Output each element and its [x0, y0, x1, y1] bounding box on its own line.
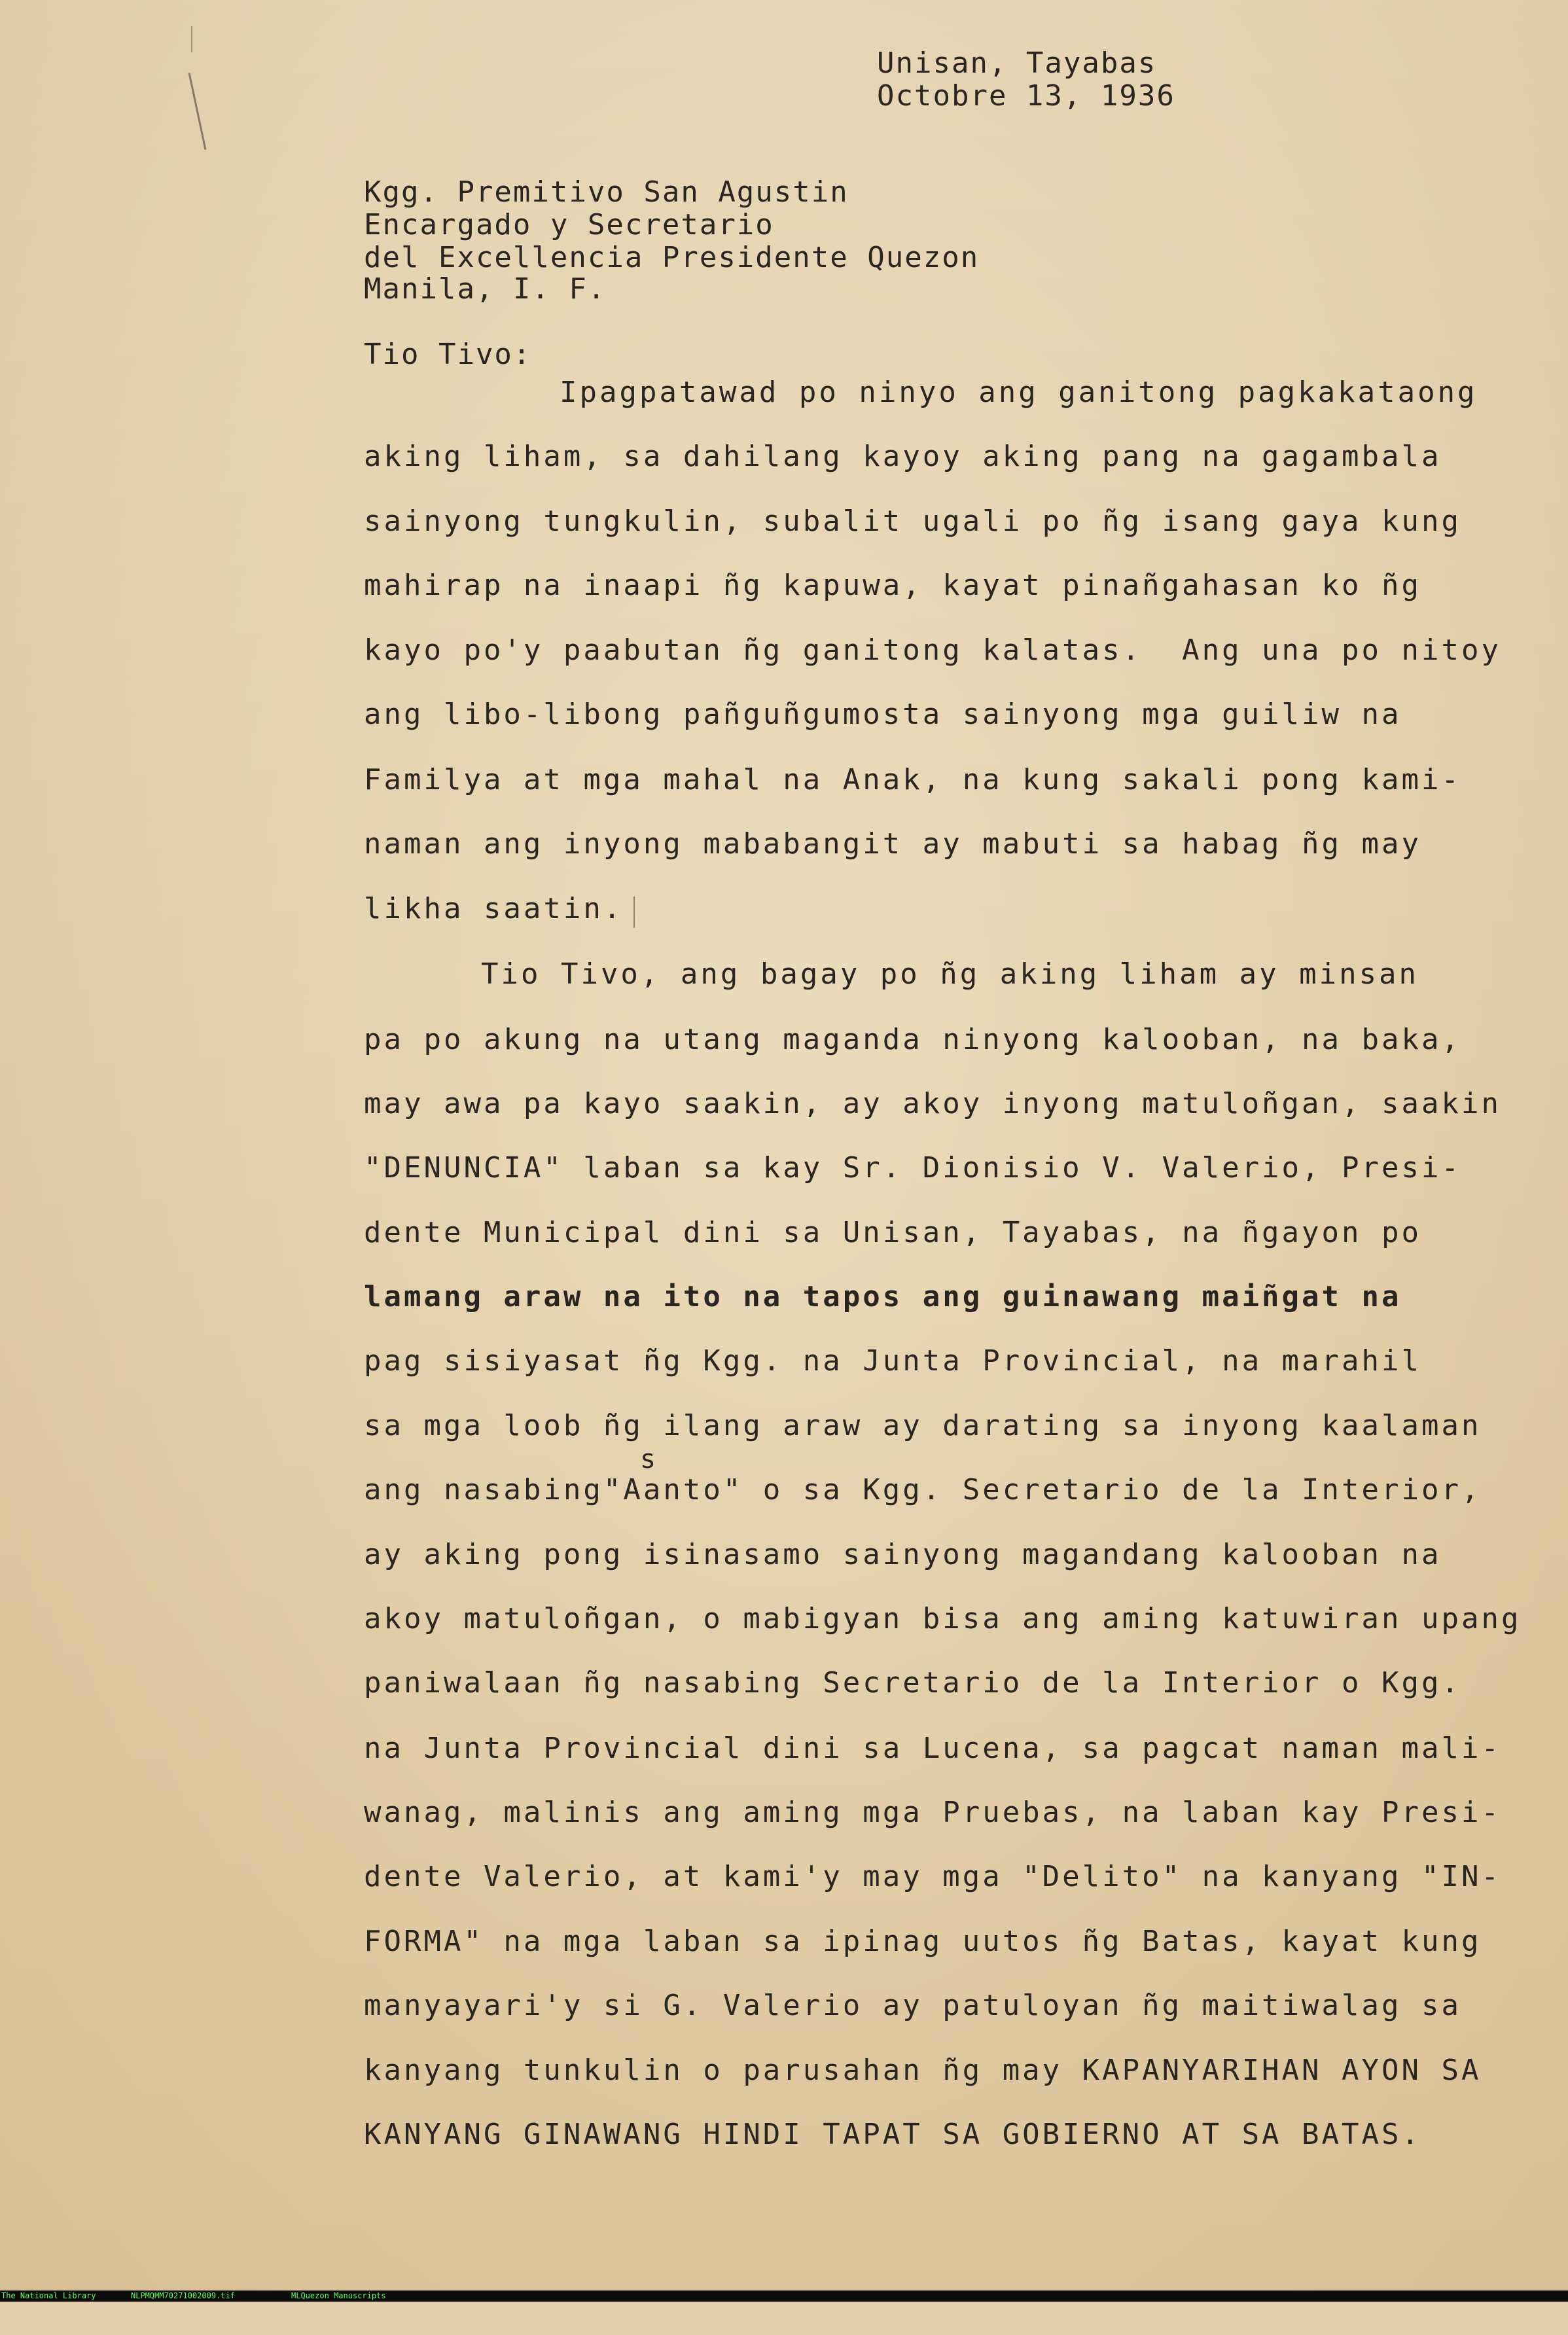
- body-line: "DENUNCIA" laban sa kay Sr. Dionisio V. Valerio, Presi-: [364, 1151, 1461, 1185]
- body-line: Tio Tivo, ang bagay po ñg aking liham ay minsan: [481, 957, 1419, 991]
- body-line: mahirap na inaapi ñg kapuwa, kayat pinañgahasan ko ñg: [364, 569, 1421, 602]
- recipient-city: Manila, I. F.: [364, 272, 607, 306]
- body-line: likha saatin.: [364, 892, 624, 925]
- handwritten-correction: s: [640, 1444, 658, 1474]
- footer-library: The National Library: [1, 2291, 96, 2300]
- margin-pencil-mark: [188, 73, 207, 150]
- scan-footer-bar: [0, 2290, 1568, 2302]
- body-line: paniwalaan ñg nasabing Secretario de la Interior o Kgg.: [364, 1666, 1461, 1700]
- body-line: dente Valerio, at kami'y may mga "Delito" na kanyang "IN-: [364, 1860, 1501, 1893]
- body-line: kayo po'y paabutan ñg ganitong kalatas. Ang una po nitoy: [364, 633, 1501, 667]
- footer-filename: NLPMQMM70271002009.tif: [131, 2291, 235, 2300]
- body-line: pa po akung na utang maganda ninyong kalooban, na baka,: [364, 1023, 1461, 1056]
- footer-collection: MLQuezon Manuscripts: [291, 2291, 386, 2300]
- body-line: dente Municipal dini sa Unisan, Tayabas, na ñgayon po: [364, 1216, 1421, 1249]
- recipient-name: Kgg. Premitivo San Agustin: [364, 175, 849, 209]
- body-line: Familya at mga mahal na Anak, na kung sakali pong kami-: [364, 763, 1461, 796]
- body-line: Ipagpatawad po ninyo ang ganitong pagkakataong: [560, 376, 1478, 409]
- recipient-office: del Excellencia Presidente Quezon: [364, 241, 980, 274]
- body-line: pag sisiyasat ñg Kgg. na Junta Provincial, na marahil: [364, 1344, 1421, 1378]
- body-line: lamang araw na ito na tapos ang guinawang maiñgat na: [364, 1280, 1402, 1313]
- body-line: na Junta Provincial dini sa Lucena, sa pagcat naman mali-: [364, 1732, 1501, 1765]
- body-line: ang nasabing"Aanto" o sa Kgg. Secretario de la Interior,: [364, 1473, 1482, 1506]
- body-line: sa mga loob ñg ilang araw ay darating sa inyong kaalaman: [364, 1409, 1482, 1442]
- body-line: akoy matuloñgan, o mabigyan bisa ang aming katuwiran upang: [364, 1602, 1522, 1635]
- margin-pencil-mark: [633, 897, 635, 928]
- body-line: naman ang inyong mababangit ay mabuti sa habag ñg may: [364, 827, 1421, 861]
- letter-place: Unisan, Tayabas: [877, 46, 1157, 80]
- body-line: sainyong tungkulin, subalit ugali po ñg isang gaya kung: [364, 505, 1461, 538]
- body-line: kanyang tunkulin o parusahan ñg may KAPANYARIHAN AYON SA: [364, 2054, 1482, 2087]
- body-line: manyayari'y si G. Valerio ay patuloyan ñg maitiwalag sa: [364, 1989, 1461, 2022]
- body-line: ang libo-libong pañguñgumosta sainyong mga guiliw na: [364, 698, 1402, 731]
- body-line: wanag, malinis ang aming mga Pruebas, na laban kay Presi-: [364, 1796, 1501, 1829]
- body-line: may awa pa kayo saakin, ay akoy inyong matuloñgan, saakin: [364, 1087, 1501, 1120]
- body-line: ay aking pong isinasamo sainyong magandang kalooban na: [364, 1538, 1442, 1571]
- letter-date: Octobre 13, 1936: [877, 79, 1175, 113]
- body-line: KANYANG GINAWANG HINDI TAPAT SA GOBIERNO AT SA BATAS.: [364, 2118, 1421, 2151]
- recipient-title: Encargado y Secretario: [364, 208, 774, 241]
- body-line: FORMA" na mga laban sa ipinag uutos ñg Batas, kayat kung: [364, 1925, 1482, 1958]
- body-line: aking liham, sa dahilang kayoy aking pang na gagambala: [364, 440, 1442, 473]
- salutation: Tio Tivo:: [364, 338, 532, 371]
- margin-pencil-mark: [191, 26, 192, 52]
